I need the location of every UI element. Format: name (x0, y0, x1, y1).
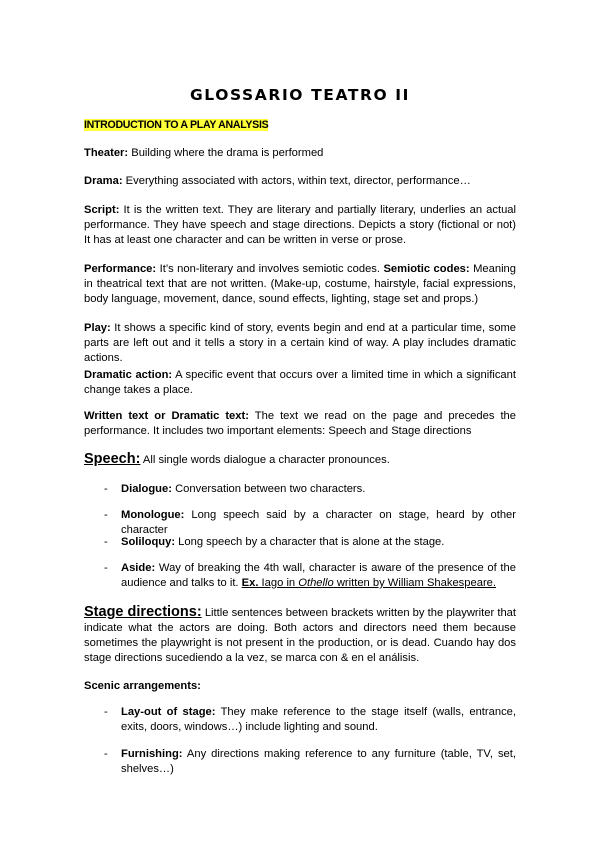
speech-heading: Speech: (84, 451, 141, 467)
list-item-soliloquy (104, 535, 516, 550)
definition-text: It is the written text. They are literary and partially literary, underlies an actual performance. They have speech and stage directions. Depicts a story (fictional or not) It has at least one character and can be written in verse or prose. (84, 204, 516, 246)
term: Monologue: (121, 509, 185, 521)
definition-text: A specific event that occurs over a limited time in which a significant change takes a place. (84, 369, 516, 396)
list-item-text (121, 561, 516, 591)
list-item-text (121, 508, 516, 538)
speech-definition (84, 452, 516, 468)
list-item-aside (104, 561, 516, 591)
definition-text: Everything associated with actors, within text, director, performance… (122, 175, 471, 187)
bullet-dash: - (104, 706, 108, 718)
definition-drama (84, 174, 516, 189)
list-item-dialogue (104, 482, 516, 497)
definition-text: All single words dialogue a character pronounces. (140, 454, 390, 466)
definition-dramatic-action (84, 368, 516, 398)
term: Dramatic action: (84, 369, 173, 381)
definition-performance (84, 262, 516, 307)
definition-text: Any directions making reference to any furniture (table, TV, set, shelves…) (121, 748, 516, 775)
definition-script (84, 203, 516, 248)
example-label: Ex. (241, 577, 259, 589)
bullet-dash: - (104, 483, 108, 495)
example-text: Iago in (258, 577, 299, 589)
bullet-dash: - (104, 509, 108, 521)
definition-text: Conversation between two characters. (171, 483, 366, 495)
bullet-dash: - (104, 748, 108, 760)
list-item-text (121, 705, 516, 735)
term: Drama: (84, 175, 123, 187)
term: Performance: (84, 263, 157, 275)
definition-text: The text we read on the page and precedes the performance. It includes two important elements: Speech and Stage directions (84, 410, 517, 437)
definition-text: Meaning in theatrical text that are not written. (Make-up, costume, hairstyle, facial expressions, body language, movement, dance, sound effects, lighting, stage set and props.) (84, 263, 516, 305)
definition-theater (84, 146, 516, 161)
term: Lay-out of stage: (121, 706, 216, 718)
example-reference (242, 577, 496, 589)
example-work-title: Othello (298, 577, 334, 589)
list-item-text (121, 535, 516, 550)
term: Furnishing: (121, 748, 183, 760)
term: Written text or Dramatic text: (84, 410, 249, 422)
definition-text: Building where the drama is performed (128, 147, 324, 159)
scenic-arrangements-heading-line (84, 679, 516, 694)
list-item-furnishing (104, 747, 516, 777)
term: Play: (84, 322, 111, 334)
term: Soliloquy: (121, 536, 176, 548)
term: Script: (84, 204, 120, 216)
definition-text: Way of breaking the 4th wall, character is aware of the presence of the audience and talks to it. (121, 562, 516, 589)
definition-play (84, 321, 516, 366)
definition-text: Little sentences between brackets written by the playwriter that indicate what the actors are doing. Both actors and directors need them because sometimes the playwright is not present in the production, or is dead. Cuando hay dos stage directions sucediendo a la vez, se marca con & en el análisis. (84, 607, 516, 664)
definition-text: It shows a specific kind of story, events begin and end at a particular time, some parts are left out and it tells a story in a certain kind of way. A play includes dramatic actions. (84, 322, 516, 364)
bullet-dash: - (104, 562, 108, 574)
section-heading: INTRODUCTION TO A PLAY ANALYSIS (84, 119, 269, 131)
example-text: written by William Shakespeare. (333, 577, 496, 589)
definition-text: Long speech by a character that is alone at the stage. (175, 536, 445, 548)
list-item-layout-of-stage (104, 705, 516, 735)
list-item-monologue (104, 508, 516, 538)
stage-directions-heading: Stage directions: (84, 604, 202, 620)
bullet-dash: - (104, 536, 108, 548)
term: Aside: (121, 562, 156, 574)
term: Theater: (84, 147, 129, 159)
definition-text: Long speech said by a character on stage, heard by other character (121, 509, 516, 536)
list-item-text (121, 747, 516, 777)
definition-text: They make reference to the stage itself (walls, entrance, exits, doors, windows…) include lighting and sound. (121, 706, 516, 733)
definition-written-text (84, 409, 516, 439)
definition-text: It’s non-literary and involves semiotic codes. (156, 263, 384, 275)
stage-directions-definition (84, 605, 516, 666)
section-heading-line (84, 118, 516, 133)
list-item-text (121, 482, 516, 497)
term: Dialogue: (121, 483, 172, 495)
term: Semiotic codes: (383, 263, 470, 275)
scenic-arrangements-heading: Scenic arrangements: (84, 680, 201, 692)
document-title: GLOSSARIO TEATRO II (189, 86, 411, 104)
